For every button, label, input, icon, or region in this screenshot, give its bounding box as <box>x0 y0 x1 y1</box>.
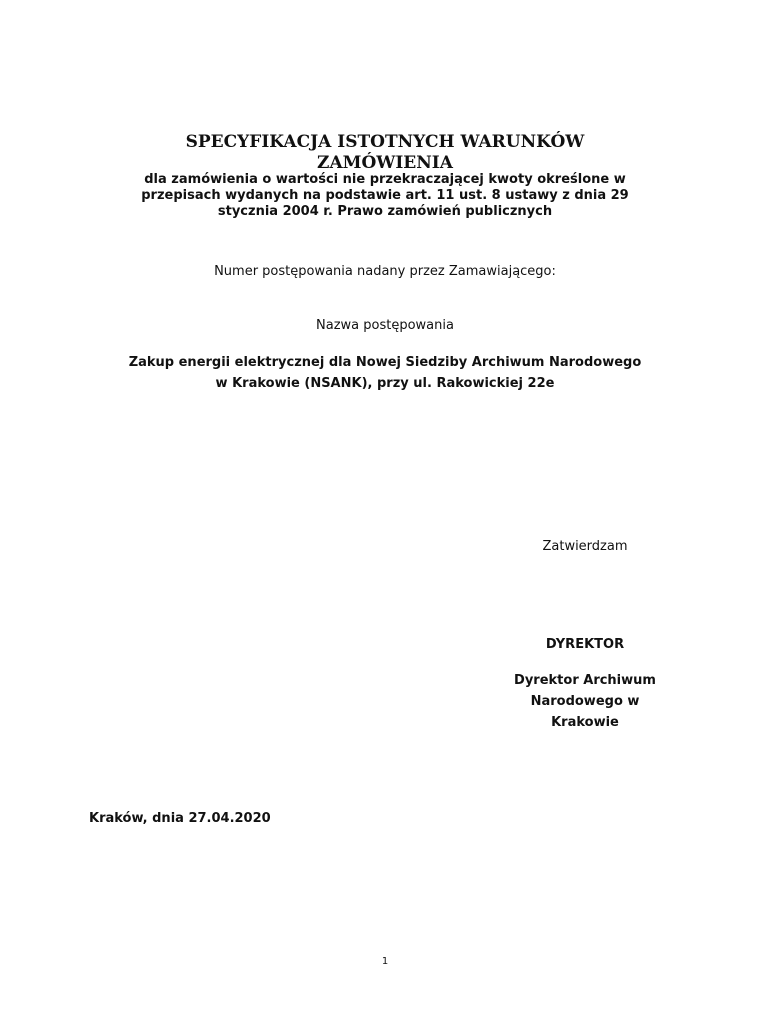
subtitle-line: stycznia 2004 r. Prawo zamówień publicznych <box>217 204 553 219</box>
procurement-name-line: w Krakowie (NSANK), przy ul. Rakowickiej 22e <box>215 376 555 391</box>
director-title-line: Dyrektor Archiwum <box>514 673 656 688</box>
director-heading: DYREKTOR <box>545 637 625 652</box>
procurement-name <box>90 352 680 394</box>
place-and-date: Kraków, dnia 27.04.2020 <box>89 811 271 826</box>
document-title <box>0 132 770 174</box>
subtitle-line: dla zamówienia o wartości nie przekraczającej kwoty określone w <box>144 172 626 187</box>
procedure-name-label: Nazwa postępowania <box>316 318 454 333</box>
page-number: 1 <box>381 956 389 967</box>
subtitle-line: przepisach wydanych na podstawie art. 11 ust. 8 ustawy z dnia 29 <box>141 188 629 203</box>
title-line: ZAMÓWIENIA <box>317 153 453 173</box>
director-title <box>500 670 670 733</box>
title-line: SPECYFIKACJA ISTOTNYCH WARUNKÓW <box>185 132 585 152</box>
director-title-line: Narodowego w <box>530 694 640 709</box>
procedure-number-label: Numer postępowania nadany przez Zamawiającego: <box>214 264 556 279</box>
director-title-line: Krakowie <box>551 715 619 730</box>
approval-text: Zatwierdzam <box>542 539 628 554</box>
procurement-name-line: Zakup energii elektrycznej dla Nowej Siedziby Archiwum Narodowego <box>128 355 642 370</box>
document-subtitle <box>100 172 670 220</box>
